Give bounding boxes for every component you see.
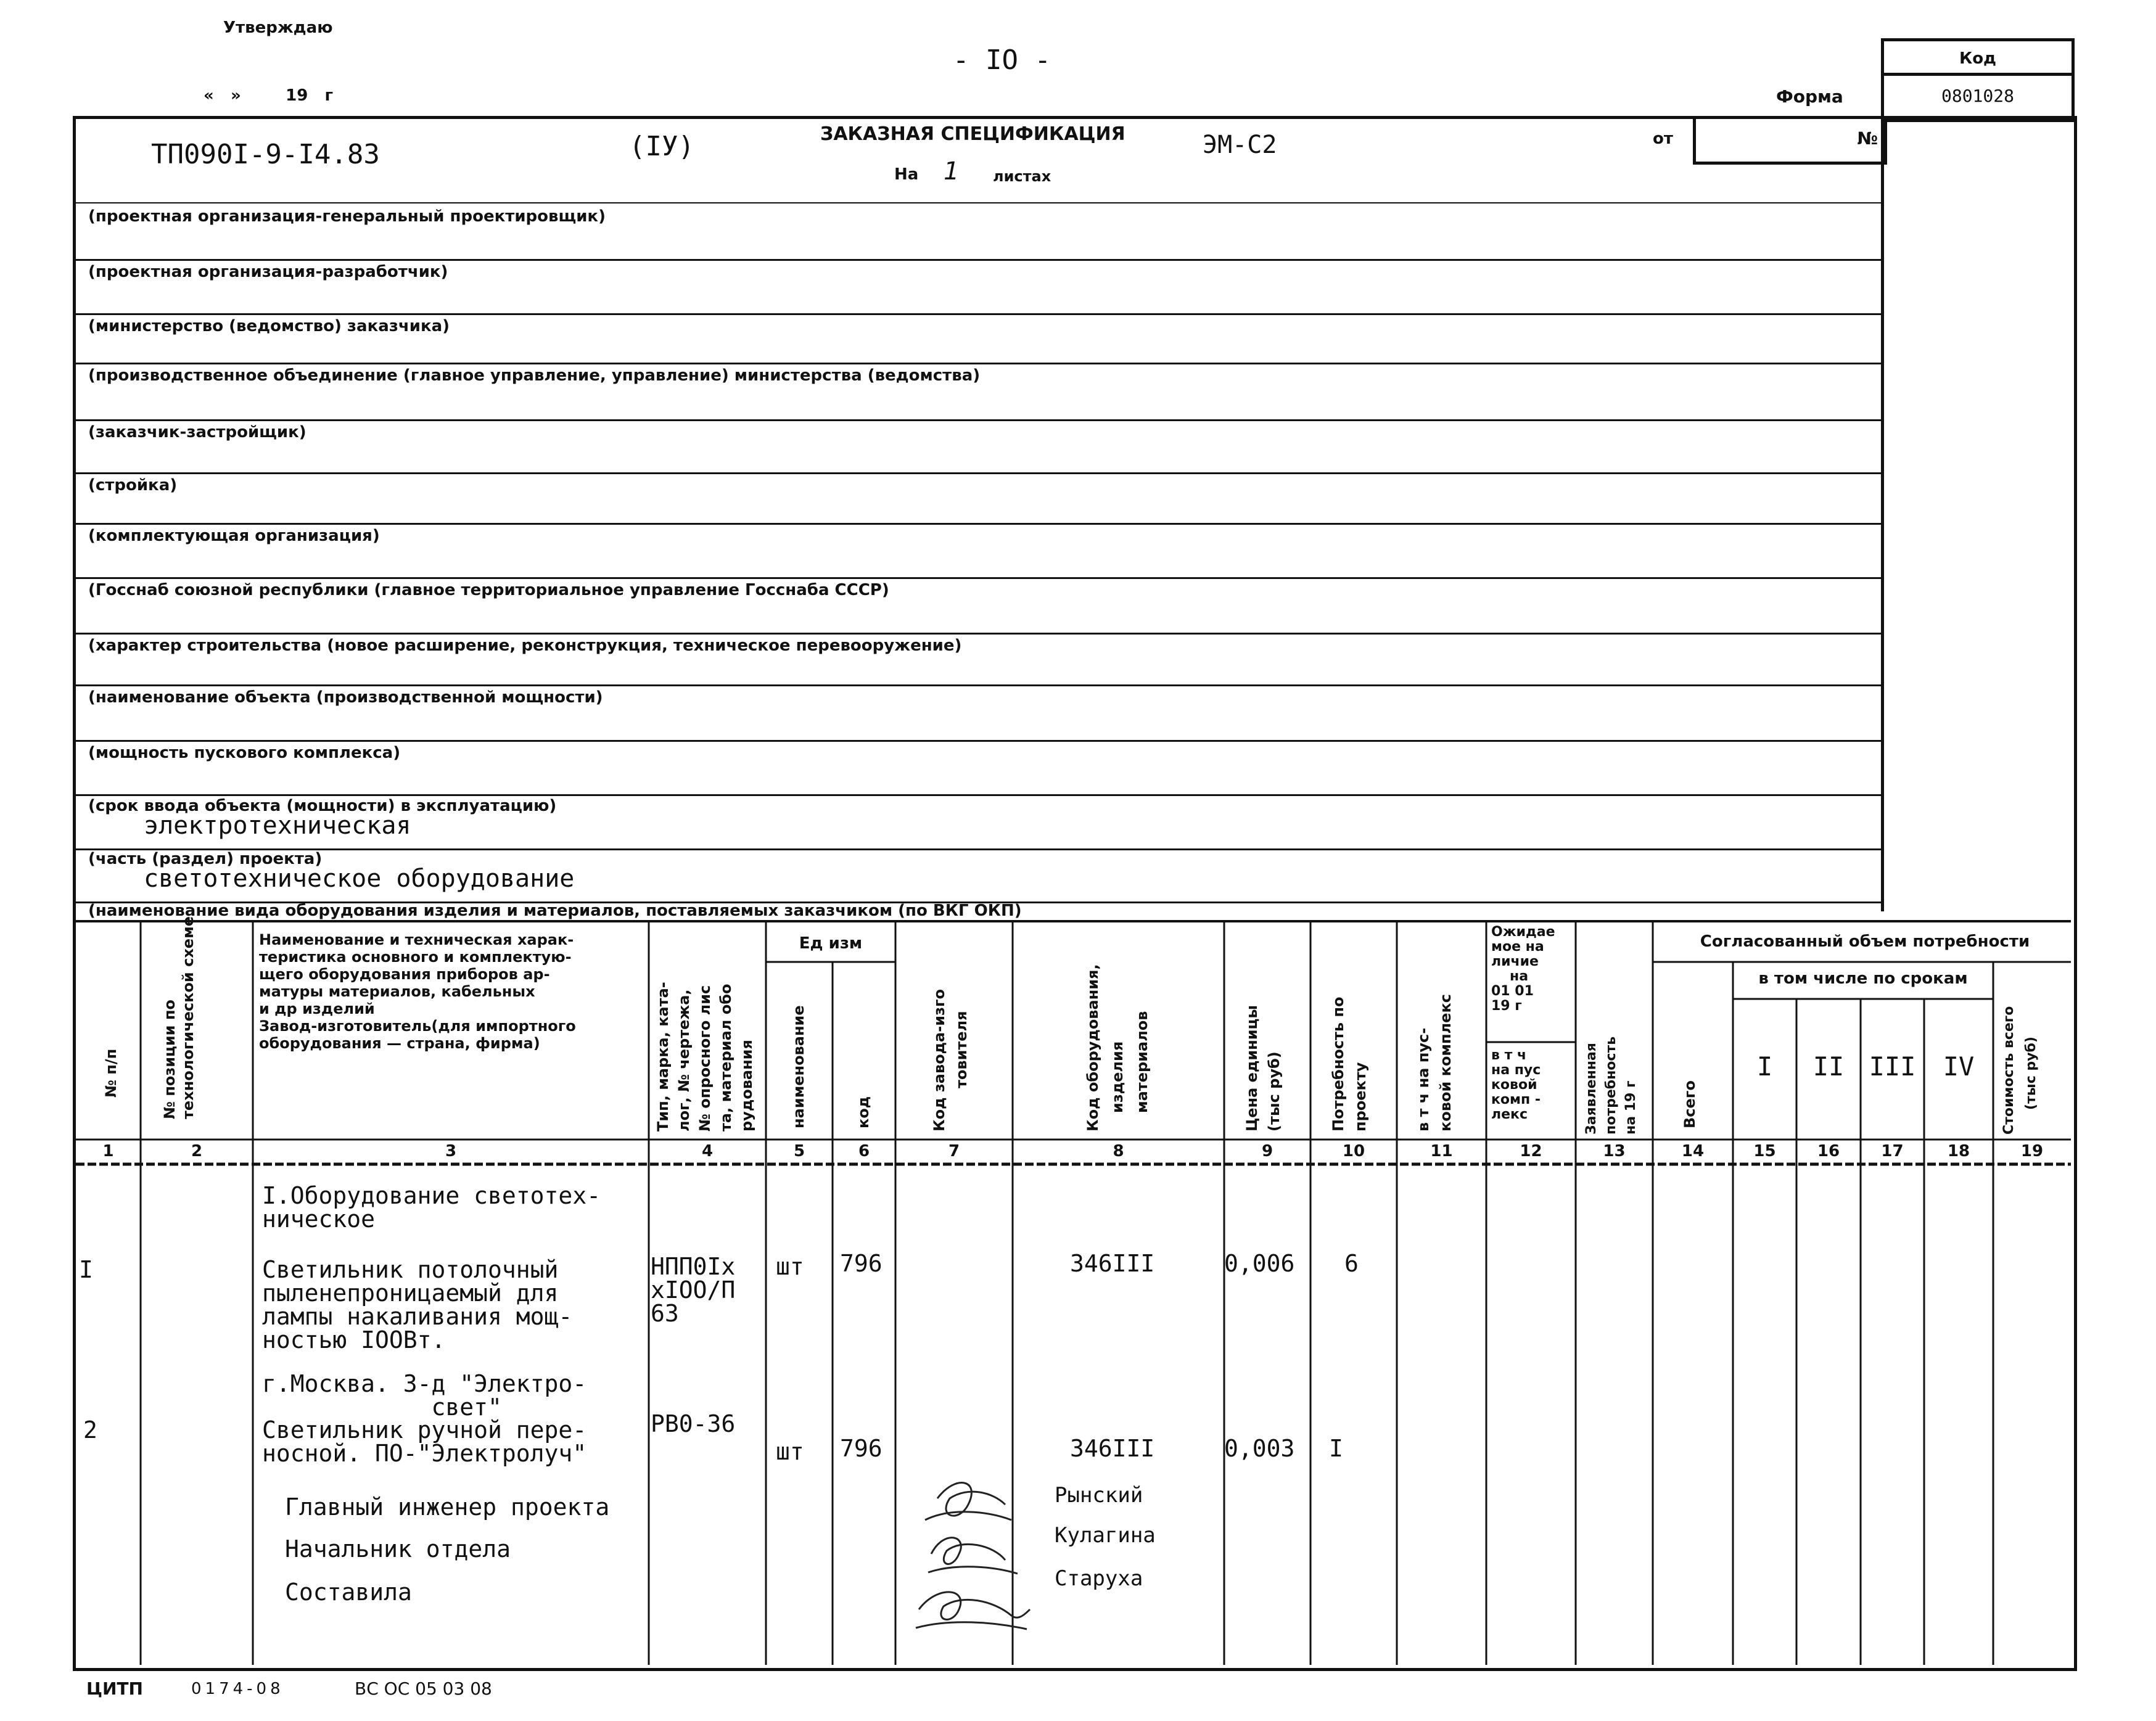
- no-label: №: [1857, 128, 1878, 149]
- item-2-unit-code: 796: [840, 1435, 883, 1462]
- colnum-3: 3: [445, 1142, 457, 1160]
- spec-code: ЭМ-С2: [1203, 131, 1277, 159]
- col-3-header: Наименование и техническая харак- теристика основного и комплектую- щего оборудования приборов ар- матуры материалов, кабельных и др изделий Завод-изготовитель(для импортного оборудования — страна, фирма): [259, 931, 576, 1052]
- info-row-customer: (заказчик-застройщик): [76, 419, 1881, 474]
- electrical-part-value: электротехническая: [144, 811, 411, 840]
- col-10-header: Потребность по проекту: [1330, 996, 1369, 1132]
- colnum-11: 11: [1430, 1142, 1453, 1160]
- col-12-header: Ожидае мое на личие на 01 01 19 г: [1491, 924, 1555, 1014]
- doc-code: ТП090I-9-I4.83: [151, 139, 380, 170]
- item-1-code: 346III: [1070, 1250, 1155, 1277]
- item-2-no: 2: [83, 1416, 97, 1444]
- col-17-header: III: [1869, 1051, 1916, 1082]
- colnum-10: 10: [1342, 1142, 1365, 1160]
- colnum-16: 16: [1817, 1142, 1840, 1160]
- col-4-header: Тип, марка, ката- лог, № чертежа, № опросного лис та, материал обо рудования: [654, 982, 755, 1132]
- col-12b-header: в т ч на пус ковой комп - лекс: [1491, 1048, 1541, 1122]
- info-row-developer: (проектная организация-разработчик): [76, 259, 1881, 315]
- item-2-price: 0,003: [1224, 1435, 1295, 1462]
- approve-date: « » 19 г: [204, 86, 334, 105]
- signature-role-department-head: Начальник отдела: [285, 1535, 511, 1563]
- col-11-header: в т ч на пус- ковой комплекс: [1415, 994, 1454, 1132]
- colnum-17: 17: [1881, 1142, 1904, 1160]
- col-19-header: Стоимость всего (тыс руб): [2001, 1006, 2039, 1135]
- col-9-header: Цена единицы (тыс руб): [1243, 1004, 1283, 1132]
- forma-label: Форма: [1776, 86, 1843, 107]
- sheets-prefix: На: [894, 165, 919, 184]
- item-1-name: Светильник потолочный пыленепроницаемый для лампы накаливания мощ- ностью IOOВт.: [262, 1256, 573, 1353]
- col-6-header: код: [855, 1096, 872, 1128]
- item-1-maker: г.Москва. З-д "Электро- свет": [262, 1370, 587, 1421]
- info-row-object-name: (наименование объекта (производственной мощности): [76, 684, 1881, 742]
- item-2-unit: шт: [776, 1438, 804, 1465]
- page-number: - IO -: [953, 44, 1051, 76]
- project-part-value: светотехническое оборудование: [144, 865, 575, 893]
- col-16-header: II: [1812, 1051, 1845, 1082]
- signature-role-compiler: Составила: [285, 1579, 412, 1606]
- colnum-1: 1: [102, 1142, 114, 1160]
- item-1-price: 0,006: [1224, 1250, 1295, 1277]
- col-7-header: Код завода-изго товителя: [931, 989, 970, 1132]
- info-row-construction-type: (характер строительства (новое расширение, реконструкция, техническое перевооружение): [76, 633, 1881, 686]
- colnum-5: 5: [793, 1142, 805, 1160]
- colnum-4: 4: [701, 1142, 714, 1160]
- info-row-ministry: (министерство (ведомство) заказчика): [76, 313, 1881, 364]
- sheets-count: 1: [944, 157, 960, 186]
- info-row-general-designer: (проектная организация-генеральный проектировщик): [76, 203, 1881, 261]
- info-row-commissioning: (срок ввода объекта (мощности) в эксплуатацию) электротехническая: [76, 794, 1881, 850]
- signature-role-chief-engineer: Главный инженер проекта: [285, 1493, 610, 1521]
- colnum-12: 12: [1520, 1142, 1542, 1160]
- item-1-unit: шт: [776, 1253, 804, 1280]
- footer-code: ВС ОС 05 03 08: [355, 1678, 492, 1699]
- info-row-capacity: (мощность пускового комплекса): [76, 740, 1881, 796]
- footer-org: ЦИТП: [86, 1678, 143, 1699]
- colnum-2: 2: [191, 1142, 203, 1160]
- agreed-group-header: Согласованный объем потребности: [1700, 932, 2030, 951]
- item-2-code: 346III: [1070, 1435, 1155, 1462]
- info-row-completing-org: (комплектующая организация): [76, 523, 1881, 579]
- unit-group-header: Ед изм: [799, 934, 863, 953]
- colnum-7: 7: [948, 1142, 960, 1160]
- forma-code: 0801028: [1941, 86, 2014, 106]
- item-2-type: РВ0-36: [651, 1410, 736, 1437]
- col-18-header: IV: [1943, 1051, 1975, 1082]
- handwritten-signatures: [900, 1461, 1036, 1646]
- approve-label: Утверждаю: [223, 18, 333, 37]
- signature-name-compiler: Старуха: [1055, 1566, 1143, 1591]
- kod-label: Код: [1959, 49, 1997, 68]
- ot-label: от: [1653, 129, 1673, 148]
- signature-name-department-head: Кулагина: [1055, 1523, 1156, 1548]
- section-title: I.Оборудование светотех- ническое: [262, 1182, 601, 1233]
- item-1-no: I: [79, 1256, 93, 1283]
- col-15-header: I: [1756, 1051, 1773, 1082]
- sheets-suffix: листах: [993, 168, 1051, 185]
- info-row-production-union: (производственное объединение (главное управление, управление) министерства (ведомства): [76, 363, 1881, 421]
- info-row-project-part: (часть (раздел) проекта) светотехническое оборудование: [76, 848, 1881, 903]
- colnum-13: 13: [1603, 1142, 1626, 1160]
- volume-label: (IУ): [629, 131, 694, 162]
- colnum-6: 6: [858, 1142, 870, 1160]
- item-1-need: 6: [1344, 1250, 1359, 1277]
- spec-title: ЗАКАЗНАЯ СПЕЦИФИКАЦИЯ: [820, 123, 1125, 145]
- colnum-9: 9: [1261, 1142, 1273, 1160]
- info-row-construction: (стройка): [76, 472, 1881, 525]
- colnum-14: 14: [1681, 1142, 1705, 1160]
- col-13-header: Заявленная потребность на 19 г: [1584, 1036, 1639, 1135]
- colnum-18: 18: [1947, 1142, 1970, 1160]
- colnum-19: 19: [2020, 1142, 2044, 1160]
- col-5-header: наименование: [790, 1005, 807, 1128]
- col-14-header: Всего: [1681, 1080, 1698, 1128]
- equip-type-row: (наименование вида оборудования изделия и материалов, поставляемых заказчиком (по ВКГ ОКП): [76, 902, 2071, 922]
- item-2-name: Светильник ручной пере- носной. ПО-"Электролуч": [262, 1416, 587, 1467]
- terms-group-header: в том числе по срокам: [1758, 969, 1968, 988]
- item-1-type: НПП0Iх хIOO/П 63: [651, 1253, 736, 1327]
- footer-order: 0174-08: [191, 1680, 284, 1698]
- colnum-8: 8: [1113, 1142, 1124, 1160]
- col-8-header: Код оборудования, изделия материалов: [1084, 964, 1151, 1132]
- info-row-gossnab: (Госснаб союзной республики (главное территориальное управление Госснаба СССР): [76, 577, 1881, 635]
- colnum-15: 15: [1753, 1142, 1776, 1160]
- col-2-header: № позиции по технологической схеме: [161, 916, 197, 1119]
- col-1-header: № п/п: [102, 1048, 120, 1098]
- signature-name-chief-engineer: Рынский: [1055, 1483, 1143, 1508]
- item-1-unit-code: 796: [840, 1250, 883, 1277]
- item-2-need: I: [1329, 1435, 1343, 1462]
